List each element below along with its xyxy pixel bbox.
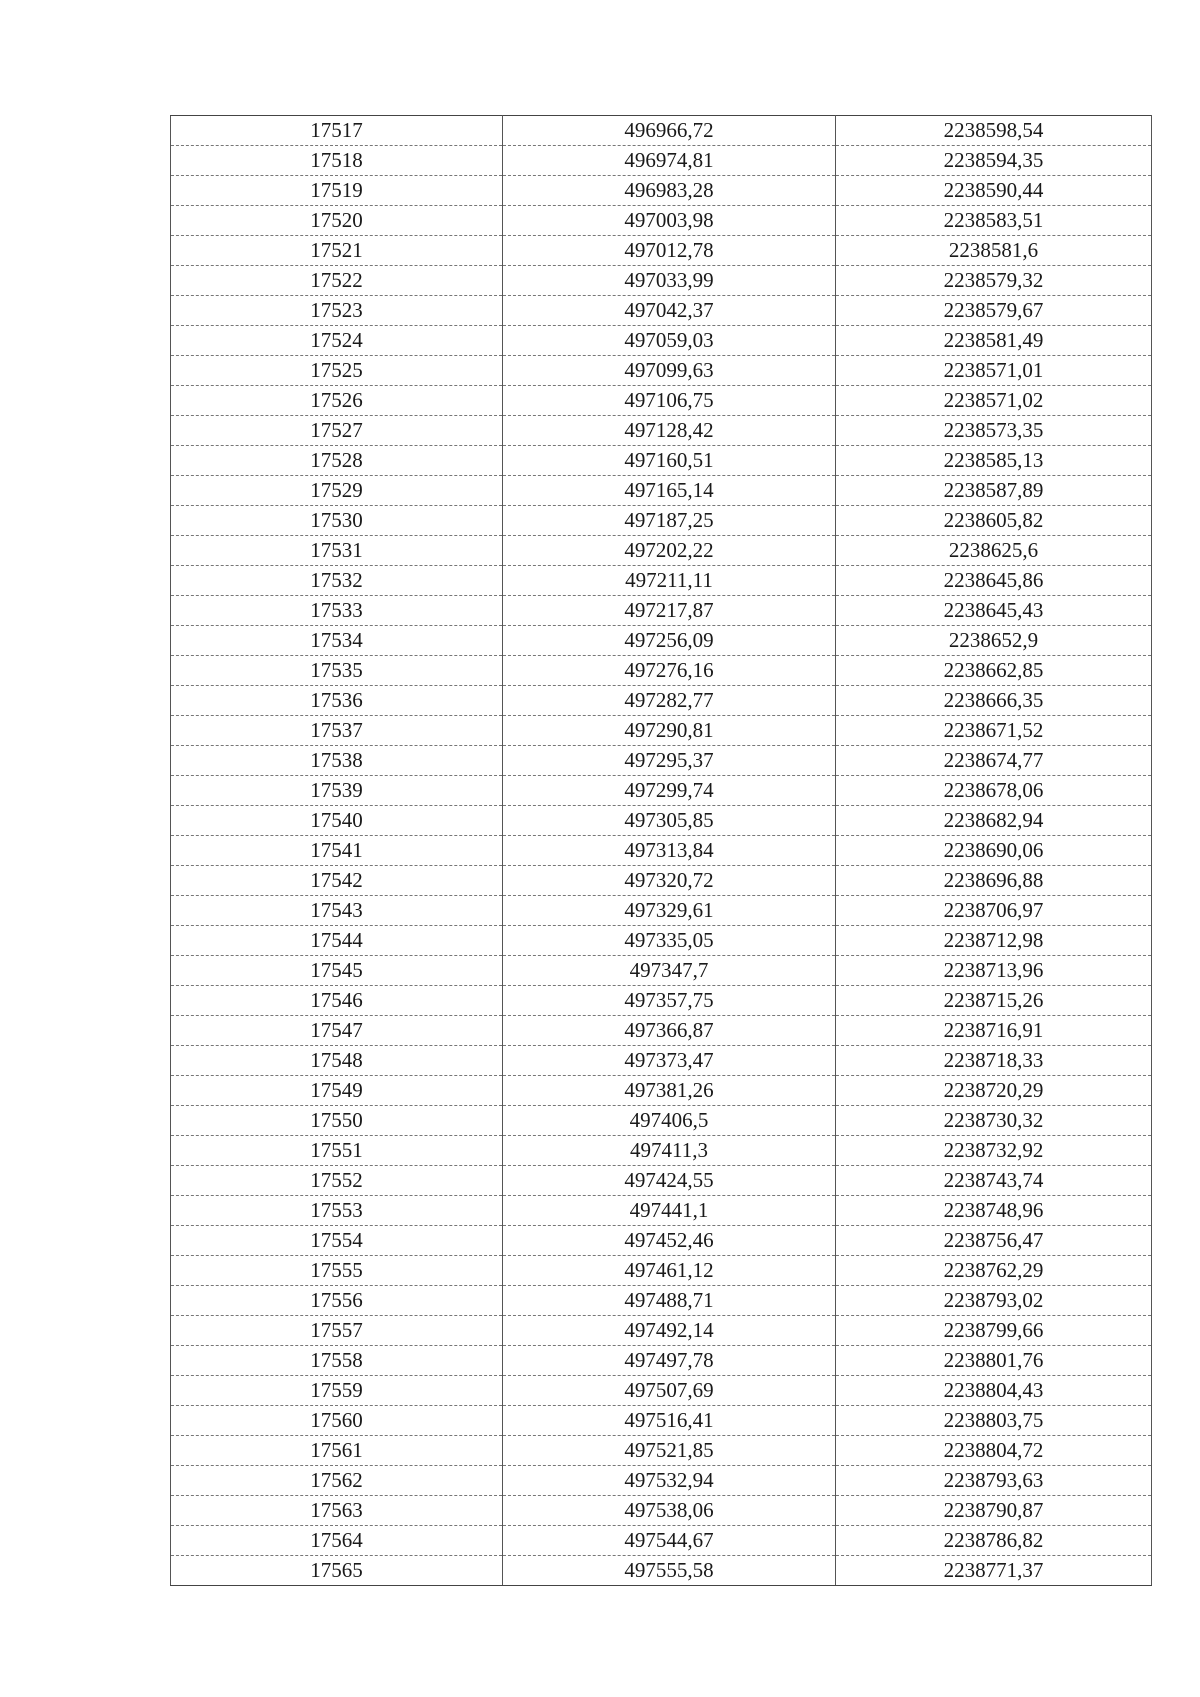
- point-number-cell: 17537: [171, 716, 503, 746]
- point-number-cell: 17561: [171, 1436, 503, 1466]
- x-coordinate-cell: 497373,47: [503, 1046, 836, 1076]
- x-coordinate-cell: 497106,75: [503, 386, 836, 416]
- x-coordinate-cell: 497313,84: [503, 836, 836, 866]
- table-row: [171, 896, 1152, 926]
- y-coordinate-cell: 2238690,06: [836, 836, 1152, 866]
- x-coordinate-cell: 497329,61: [503, 896, 836, 926]
- x-coordinate-cell: 497256,09: [503, 626, 836, 656]
- point-number-cell: 17541: [171, 836, 503, 866]
- y-coordinate-cell: 2238793,63: [836, 1466, 1152, 1496]
- point-number-cell: 17563: [171, 1496, 503, 1526]
- point-number-cell: 17560: [171, 1406, 503, 1436]
- point-number-cell: 17527: [171, 416, 503, 446]
- x-coordinate-cell: 497406,5: [503, 1106, 836, 1136]
- table-row: [171, 656, 1152, 686]
- table-row: [171, 266, 1152, 296]
- x-coordinate-cell: 497165,14: [503, 476, 836, 506]
- y-coordinate-cell: 2238718,33: [836, 1046, 1152, 1076]
- point-number-cell: 17554: [171, 1226, 503, 1256]
- table-row: [171, 446, 1152, 476]
- coordinates-table: [170, 115, 1152, 1586]
- point-number-cell: 17518: [171, 146, 503, 176]
- point-number-cell: 17523: [171, 296, 503, 326]
- y-coordinate-cell: 2238666,35: [836, 686, 1152, 716]
- x-coordinate-cell: 497516,41: [503, 1406, 836, 1436]
- table-row: [171, 506, 1152, 536]
- x-coordinate-cell: 497290,81: [503, 716, 836, 746]
- point-number-cell: 17517: [171, 116, 503, 146]
- y-coordinate-cell: 2238671,52: [836, 716, 1152, 746]
- point-number-cell: 17553: [171, 1196, 503, 1226]
- y-coordinate-cell: 2238712,98: [836, 926, 1152, 956]
- point-number-cell: 17521: [171, 236, 503, 266]
- x-coordinate-cell: 496974,81: [503, 146, 836, 176]
- table-row: [171, 1316, 1152, 1346]
- x-coordinate-cell: 497211,11: [503, 566, 836, 596]
- y-coordinate-cell: 2238762,29: [836, 1256, 1152, 1286]
- x-coordinate-cell: 497441,1: [503, 1196, 836, 1226]
- x-coordinate-cell: 497492,14: [503, 1316, 836, 1346]
- point-number-cell: 17540: [171, 806, 503, 836]
- point-number-cell: 17533: [171, 596, 503, 626]
- y-coordinate-cell: 2238771,37: [836, 1556, 1152, 1586]
- table-row: [171, 1076, 1152, 1106]
- x-coordinate-cell: 497335,05: [503, 926, 836, 956]
- y-coordinate-cell: 2238682,94: [836, 806, 1152, 836]
- table-row: [171, 776, 1152, 806]
- point-number-cell: 17535: [171, 656, 503, 686]
- table-row: [171, 716, 1152, 746]
- table-row: [171, 836, 1152, 866]
- point-number-cell: 17526: [171, 386, 503, 416]
- point-number-cell: 17555: [171, 1256, 503, 1286]
- table-row: [171, 1406, 1152, 1436]
- point-number-cell: 17551: [171, 1136, 503, 1166]
- x-coordinate-cell: 497347,7: [503, 956, 836, 986]
- table-row: [171, 1196, 1152, 1226]
- table-row: [171, 356, 1152, 386]
- x-coordinate-cell: 497282,77: [503, 686, 836, 716]
- point-number-cell: 17542: [171, 866, 503, 896]
- y-coordinate-cell: 2238743,74: [836, 1166, 1152, 1196]
- x-coordinate-cell: 497042,37: [503, 296, 836, 326]
- table-row: [171, 476, 1152, 506]
- y-coordinate-cell: 2238716,91: [836, 1016, 1152, 1046]
- table-row: [171, 1376, 1152, 1406]
- table-row: [171, 326, 1152, 356]
- point-number-cell: 17547: [171, 1016, 503, 1046]
- table-row: [171, 596, 1152, 626]
- y-coordinate-cell: 2238625,6: [836, 536, 1152, 566]
- y-coordinate-cell: 2238581,6: [836, 236, 1152, 266]
- point-number-cell: 17548: [171, 1046, 503, 1076]
- y-coordinate-cell: 2238571,01: [836, 356, 1152, 386]
- x-coordinate-cell: 497507,69: [503, 1376, 836, 1406]
- y-coordinate-cell: 2238674,77: [836, 746, 1152, 776]
- point-number-cell: 17543: [171, 896, 503, 926]
- table-row: [171, 1166, 1152, 1196]
- y-coordinate-cell: 2238790,87: [836, 1496, 1152, 1526]
- point-number-cell: 17532: [171, 566, 503, 596]
- y-coordinate-cell: 2238583,51: [836, 206, 1152, 236]
- table-row: [171, 176, 1152, 206]
- table-row: [171, 1106, 1152, 1136]
- y-coordinate-cell: 2238579,32: [836, 266, 1152, 296]
- y-coordinate-cell: 2238715,26: [836, 986, 1152, 1016]
- table-row: [171, 626, 1152, 656]
- point-number-cell: 17558: [171, 1346, 503, 1376]
- table-row: [171, 236, 1152, 266]
- point-number-cell: 17550: [171, 1106, 503, 1136]
- y-coordinate-cell: 2238645,86: [836, 566, 1152, 596]
- point-number-cell: 17564: [171, 1526, 503, 1556]
- x-coordinate-cell: 497532,94: [503, 1466, 836, 1496]
- x-coordinate-cell: 497488,71: [503, 1286, 836, 1316]
- table-row: [171, 566, 1152, 596]
- table-row: [171, 1526, 1152, 1556]
- point-number-cell: 17544: [171, 926, 503, 956]
- y-coordinate-cell: 2238662,85: [836, 656, 1152, 686]
- table-row: [171, 116, 1152, 146]
- point-number-cell: 17529: [171, 476, 503, 506]
- x-coordinate-cell: 497276,16: [503, 656, 836, 686]
- point-number-cell: 17531: [171, 536, 503, 566]
- y-coordinate-cell: 2238585,13: [836, 446, 1152, 476]
- table-row: [171, 1016, 1152, 1046]
- x-coordinate-cell: 497461,12: [503, 1256, 836, 1286]
- x-coordinate-cell: 497366,87: [503, 1016, 836, 1046]
- x-coordinate-cell: 497538,06: [503, 1496, 836, 1526]
- table-row: [171, 1226, 1152, 1256]
- table-row: [171, 296, 1152, 326]
- y-coordinate-cell: 2238804,43: [836, 1376, 1152, 1406]
- x-coordinate-cell: 497320,72: [503, 866, 836, 896]
- table-row: [171, 1436, 1152, 1466]
- y-coordinate-cell: 2238801,76: [836, 1346, 1152, 1376]
- y-coordinate-cell: 2238579,67: [836, 296, 1152, 326]
- y-coordinate-cell: 2238605,82: [836, 506, 1152, 536]
- y-coordinate-cell: 2238678,06: [836, 776, 1152, 806]
- table-row: [171, 1136, 1152, 1166]
- table-row: [171, 386, 1152, 416]
- x-coordinate-cell: 496966,72: [503, 116, 836, 146]
- y-coordinate-cell: 2238786,82: [836, 1526, 1152, 1556]
- y-coordinate-cell: 2238756,47: [836, 1226, 1152, 1256]
- y-coordinate-cell: 2238590,44: [836, 176, 1152, 206]
- table-row: [171, 926, 1152, 956]
- x-coordinate-cell: 497160,51: [503, 446, 836, 476]
- table-row: [171, 686, 1152, 716]
- y-coordinate-cell: 2238793,02: [836, 1286, 1152, 1316]
- x-coordinate-cell: 497357,75: [503, 986, 836, 1016]
- point-number-cell: 17524: [171, 326, 503, 356]
- coordinates-table-body: [171, 116, 1152, 1586]
- x-coordinate-cell: 497521,85: [503, 1436, 836, 1466]
- y-coordinate-cell: 2238706,97: [836, 896, 1152, 926]
- table-row: [171, 1466, 1152, 1496]
- table-row: [171, 416, 1152, 446]
- y-coordinate-cell: 2238730,32: [836, 1106, 1152, 1136]
- x-coordinate-cell: 497452,46: [503, 1226, 836, 1256]
- point-number-cell: 17528: [171, 446, 503, 476]
- table-row: [171, 206, 1152, 236]
- x-coordinate-cell: 497099,63: [503, 356, 836, 386]
- y-coordinate-cell: 2238645,43: [836, 596, 1152, 626]
- point-number-cell: 17562: [171, 1466, 503, 1496]
- point-number-cell: 17559: [171, 1376, 503, 1406]
- table-row: [171, 1256, 1152, 1286]
- table-row: [171, 956, 1152, 986]
- x-coordinate-cell: 496983,28: [503, 176, 836, 206]
- point-number-cell: 17520: [171, 206, 503, 236]
- x-coordinate-cell: 497411,3: [503, 1136, 836, 1166]
- y-coordinate-cell: 2238573,35: [836, 416, 1152, 446]
- x-coordinate-cell: 497497,78: [503, 1346, 836, 1376]
- table-row: [171, 1046, 1152, 1076]
- point-number-cell: 17546: [171, 986, 503, 1016]
- y-coordinate-cell: 2238799,66: [836, 1316, 1152, 1346]
- point-number-cell: 17538: [171, 746, 503, 776]
- point-number-cell: 17539: [171, 776, 503, 806]
- x-coordinate-cell: 497202,22: [503, 536, 836, 566]
- x-coordinate-cell: 497305,85: [503, 806, 836, 836]
- x-coordinate-cell: 497544,67: [503, 1526, 836, 1556]
- y-coordinate-cell: 2238748,96: [836, 1196, 1152, 1226]
- x-coordinate-cell: 497299,74: [503, 776, 836, 806]
- point-number-cell: 17525: [171, 356, 503, 386]
- document-page: [170, 115, 1151, 1586]
- x-coordinate-cell: 497381,26: [503, 1076, 836, 1106]
- point-number-cell: 17565: [171, 1556, 503, 1586]
- table-row: [171, 986, 1152, 1016]
- table-row: [171, 146, 1152, 176]
- table-row: [171, 746, 1152, 776]
- y-coordinate-cell: 2238713,96: [836, 956, 1152, 986]
- x-coordinate-cell: 497003,98: [503, 206, 836, 236]
- table-row: [171, 1556, 1152, 1586]
- point-number-cell: 17534: [171, 626, 503, 656]
- y-coordinate-cell: 2238720,29: [836, 1076, 1152, 1106]
- table-row: [171, 536, 1152, 566]
- x-coordinate-cell: 497295,37: [503, 746, 836, 776]
- table-row: [171, 1346, 1152, 1376]
- x-coordinate-cell: 497128,42: [503, 416, 836, 446]
- y-coordinate-cell: 2238581,49: [836, 326, 1152, 356]
- x-coordinate-cell: 497012,78: [503, 236, 836, 266]
- y-coordinate-cell: 2238803,75: [836, 1406, 1152, 1436]
- x-coordinate-cell: 497033,99: [503, 266, 836, 296]
- x-coordinate-cell: 497187,25: [503, 506, 836, 536]
- point-number-cell: 17549: [171, 1076, 503, 1106]
- y-coordinate-cell: 2238587,89: [836, 476, 1152, 506]
- point-number-cell: 17545: [171, 956, 503, 986]
- point-number-cell: 17556: [171, 1286, 503, 1316]
- y-coordinate-cell: 2238571,02: [836, 386, 1152, 416]
- point-number-cell: 17530: [171, 506, 503, 536]
- point-number-cell: 17522: [171, 266, 503, 296]
- y-coordinate-cell: 2238598,54: [836, 116, 1152, 146]
- x-coordinate-cell: 497555,58: [503, 1556, 836, 1586]
- table-row: [171, 1286, 1152, 1316]
- table-row: [171, 1496, 1152, 1526]
- y-coordinate-cell: 2238804,72: [836, 1436, 1152, 1466]
- point-number-cell: 17536: [171, 686, 503, 716]
- table-row: [171, 866, 1152, 896]
- x-coordinate-cell: 497217,87: [503, 596, 836, 626]
- y-coordinate-cell: 2238732,92: [836, 1136, 1152, 1166]
- y-coordinate-cell: 2238652,9: [836, 626, 1152, 656]
- table-row: [171, 806, 1152, 836]
- y-coordinate-cell: 2238696,88: [836, 866, 1152, 896]
- point-number-cell: 17519: [171, 176, 503, 206]
- x-coordinate-cell: 497424,55: [503, 1166, 836, 1196]
- y-coordinate-cell: 2238594,35: [836, 146, 1152, 176]
- x-coordinate-cell: 497059,03: [503, 326, 836, 356]
- point-number-cell: 17557: [171, 1316, 503, 1346]
- point-number-cell: 17552: [171, 1166, 503, 1196]
